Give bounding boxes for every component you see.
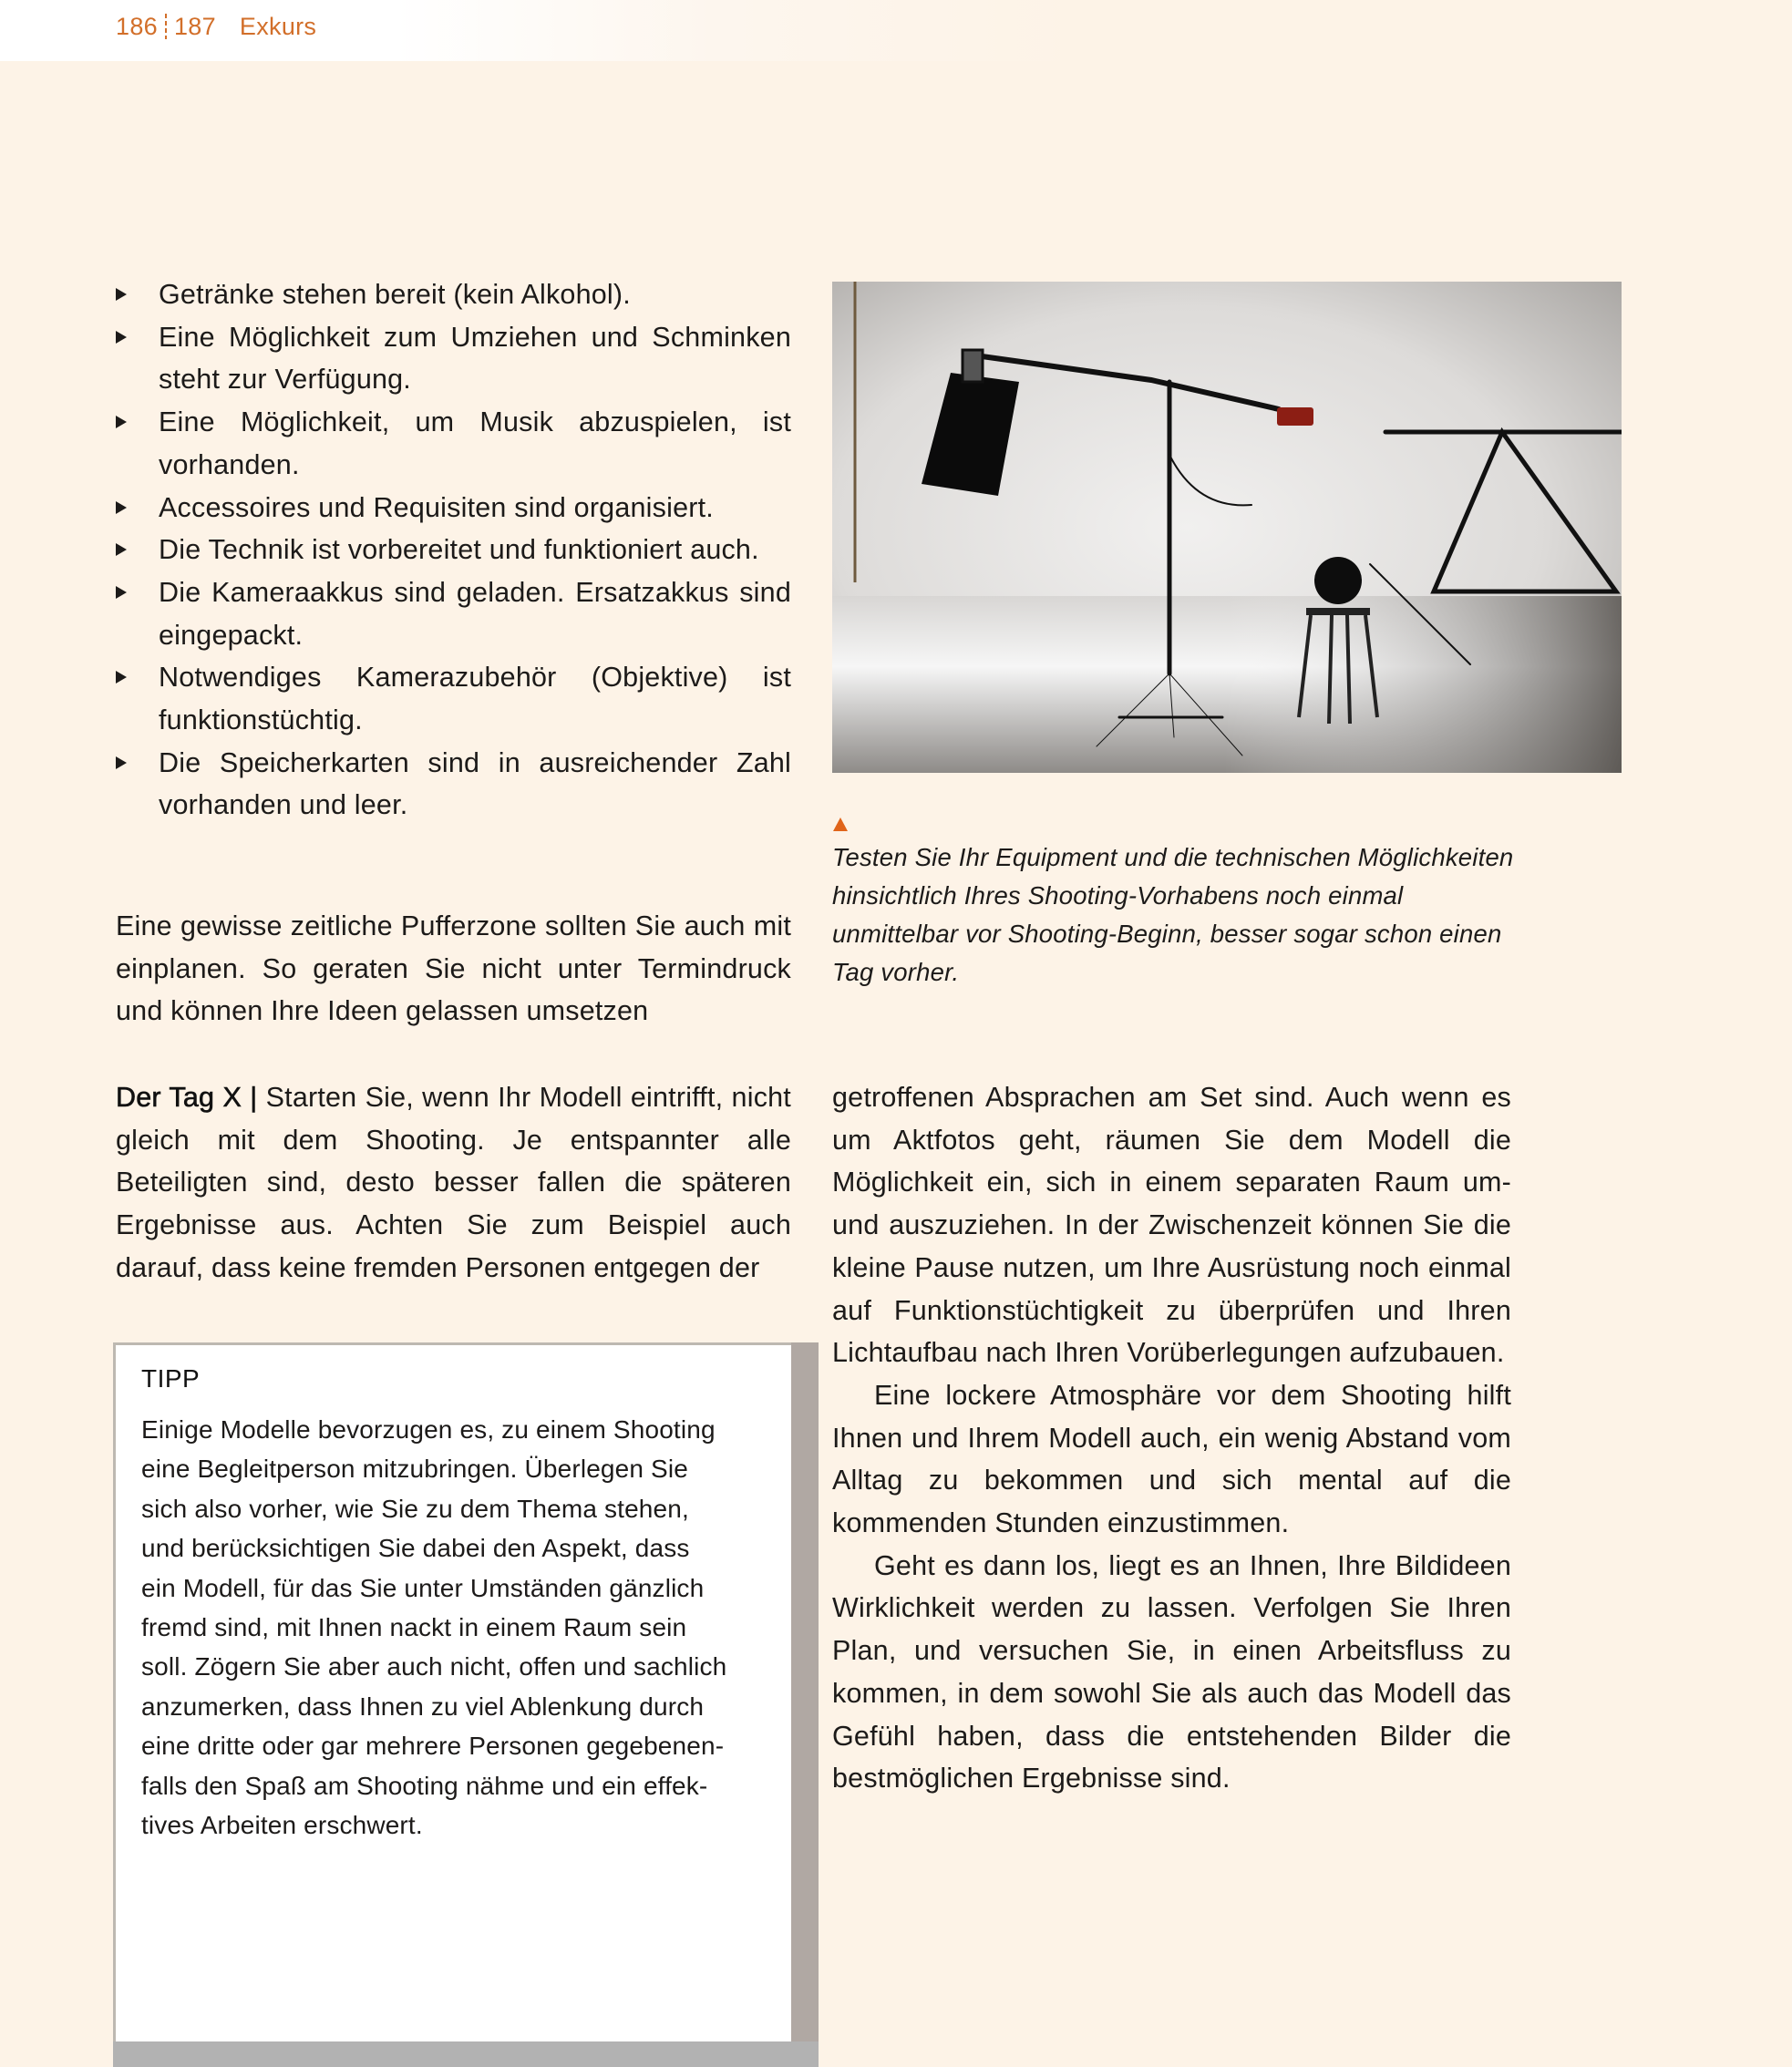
body-paragraph: getroffenen Absprachen am Set sind. Auch wenn es um Aktfotos geht, räumen Sie dem Modell die Möglichkeit ein, sich in einem separaten Raum um- und auszuziehen. In der Zwischenzeit können Sie die kleine Pause nutzen, um Ihre Ausrüstung noch einmal auf Funktionstüchtigkeit zu überprüfen und Ihren Lichtaufbau nach Ihren Vorüberlegungen aufzubauen. [832,1082,1511,1369]
right-column-text [832,1076,1511,1800]
bullet-icon [116,501,127,514]
checklist-item: Notwendiges Kamerazubehör (Objektive) ist funktionstüchtig. [116,656,791,741]
tip-line: soll. Zögern Sie aber auch nicht, offen und sachlich [141,1652,727,1681]
tip-line: tives Arbeiten erschwert. [141,1811,423,1840]
tip-line: fremd sind, mit Ihnen nackt in einem Raum sein [141,1613,687,1642]
section-title: Exkurs [239,13,317,40]
tag-x-paragraph [116,1076,791,1290]
caption-marker-icon [833,818,848,831]
tip-line: sich also vorher, wie Sie zu dem Thema stehen, [141,1494,689,1523]
checklist-item: Eine Möglichkeit, um Musik abzuspielen, ist vorhanden. [116,401,791,486]
tip-line: eine dritte oder gar mehrere Personen gegebenen- [141,1732,725,1761]
tip-line: Einige Modelle bevorzugen es, zu einem Shooting [141,1415,716,1444]
running-head [116,13,316,41]
bullet-icon [116,671,127,684]
bullet-icon [116,331,127,344]
body-paragraph: Geht es dann los, liegt es an Ihnen, Ihre Bildideen Wirklichkeit werden zu lassen. Verfolgen Sie Ihren Plan, und versuchen Sie, in einen Arbeitsfluss zu kommen, in dem sowohl Sie als auch das Modell das Gefühl haben, dass die entstehenden Bilder die bestmöglichen Ergebnisse sind. [832,1549,1511,1794]
tip-box-shadow-right [791,1342,819,2041]
body-paragraph: Eine lockere Atmosphäre vor dem Shooting hilft Ihnen und Ihrem Modell auch, ein wenig Abstand vom Alltag zu bekommen und sich mental auf die kommenden Stunden einzustimmen. [832,1379,1511,1539]
tip-line: falls den Spaß am Shooting nähme und ein effek- [141,1771,708,1800]
tag-x-text: Starten Sie, wenn Ihr Modell eintrifft, nicht gleich mit dem Shooting. Je entspannter alle Beteiligten sind, desto besser fallen die späteren Ergebnisse aus. Achten Sie zum Beispiel auch darauf, dass keine fremden Personen entgegen der [116,1082,791,1283]
figure-caption: Testen Sie Ihr Equipment und die technischen Möglichkeiten hinsichtlich Ihres Shooting-Vorhabens noch einmal unmittelbar vor Shooting-Beginn, besser sogar schon einen Tag vorher. [832,843,1514,986]
tip-line: ein Modell, für das Sie unter Umständen gänzlich [141,1573,705,1602]
tip-line: anzumerken, dass Ihnen zu viel Ablenkung durch [141,1692,705,1721]
tip-title: TIPP [141,1364,201,1393]
bullet-icon [116,288,127,301]
tip-line: eine Begleitperson mitzubringen. Überlegen Sie [141,1455,688,1484]
page-separator [165,14,167,39]
tip-text [141,1410,770,1845]
photo-illustration [832,282,1622,773]
checklist-item: Accessoires und Requisiten sind organisiert. [116,487,791,530]
studio-lighting-photo [832,282,1622,773]
checklist-item: Die Kameraakkus sind geladen. Ersatzakkus sind eingepackt. [116,571,791,656]
checklist-item: Die Speicherkarten sind in ausreichender Zahl vorhanden und leer. [116,742,791,827]
checklist [116,273,791,827]
checklist-item: Getränke stehen bereit (kein Alkohol). [116,273,791,316]
bullet-icon [116,416,127,428]
checklist-item: Eine Möglichkeit zum Umziehen und Schminken steht zur Verfügung. [116,316,791,401]
tag-x-heading: Der Tag X | [116,1082,258,1113]
checklist-item: Die Technik ist vorbereitet und funktioniert auch. [116,529,791,571]
bullet-icon [116,586,127,599]
bullet-icon [116,756,127,769]
page-number-left: 186 [116,13,158,40]
bullet-icon [116,543,127,556]
tip-line: und berücksichtigen Sie dabei den Aspekt, dass [141,1534,690,1563]
page-number-right: 187 [173,13,216,40]
buffer-paragraph: Eine gewisse zeitliche Pufferzone sollten Sie auch mit einplanen. So geraten Sie nicht unter Termindruck und können Ihre Ideen gelassen umsetzen [116,910,791,1027]
tip-box-shadow-bottom [113,2041,819,2067]
